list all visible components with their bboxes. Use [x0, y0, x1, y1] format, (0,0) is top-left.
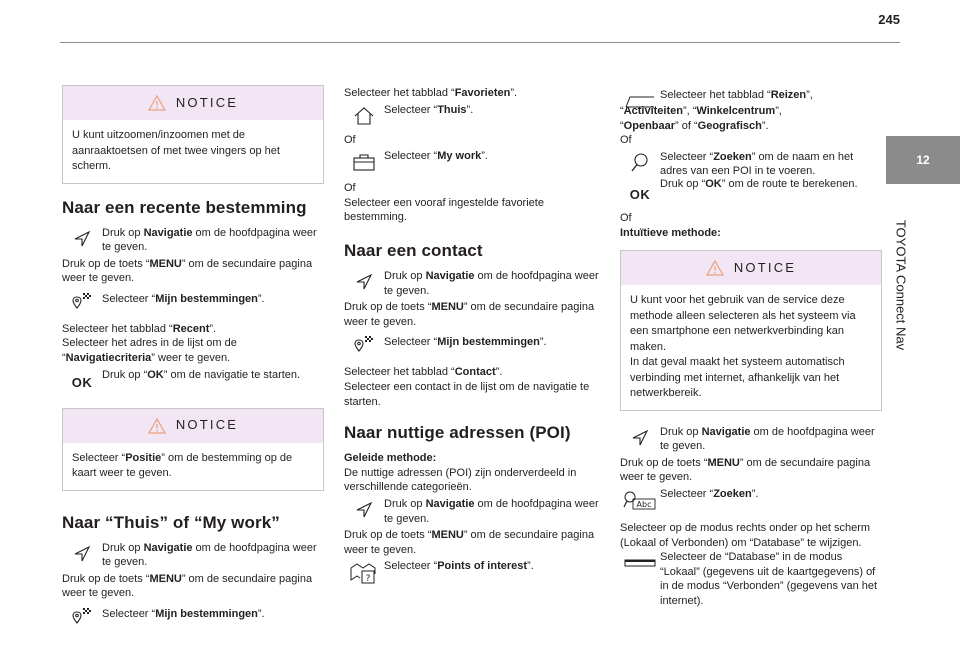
- step-row: Abc Selecteer “Zoeken”.: [620, 487, 882, 513]
- header-rule: [60, 42, 900, 43]
- notice-header: [621, 251, 881, 285]
- search-icon: [630, 152, 650, 174]
- notice-title: NOTICE: [175, 417, 239, 433]
- step-row: Selecteer “My work”.: [344, 149, 606, 175]
- points-of-interest-icon: [349, 560, 379, 584]
- notice-text: U kunt uitzoomen/inzoomen met de aanraaktoetsen of met twee vingers op het scherm.: [72, 129, 280, 172]
- step-row: Selecteer de “Database” in de modus “Lokaal” (gegevens uit de kaartgegevens) of in de modus “Verbonden” (gegevens van het internet).: [620, 550, 882, 608]
- heading-poi: Naar nuttige adressen (POI): [344, 423, 571, 443]
- database-mode-icon: [624, 557, 656, 569]
- warning-triangle-icon: [148, 95, 166, 111]
- column-right: Selecteer het tabblad “Reizen”, “Activiteiten”, “Winkelcentrum”, “Openbaar” of “Geografisch”. Of Selecteer “Zoeken” om de naam en het adres van een POI in te voeren. OK Druk op “OK” om de route te berekenen. Of Intuïtieve methode: NOTICE U kunt voor het gebruik van de service deze methode alleen selecteren als het systeem via een smartphone een netwerkverbinding kan maken. In dat geval maakt het systeem automatisch verbinding met internet, afhankelijk van het netwerkbereik. Druk op Navigatie om de hoofdpagina weer te geven. Druk op de toets “MENU” om de secundaire pagina weer te geven. Abc Selecteer “Zoeken”. Selecteer op de modus rechts onder op het scherm (Lokaal of Verbonden) om “Database” te wijzigen. Selecteer de “Database” in de modus “Lokaal” (gegevens uit de kaartgegevens) of in de modus “Verbonden” (gegevens van het internet).: [620, 86, 882, 611]
- step-row: Druk op Navigatie om de hoofdpagina weer te geven.: [344, 497, 606, 526]
- notice-title: NOTICE: [733, 259, 797, 275]
- step-row: Selecteer het tabblad “Reizen”,: [620, 88, 882, 114]
- step-row: OK Druk op “OK” om de navigatie te starten.: [71, 368, 301, 391]
- heading-recent-destination: Naar een recente bestemming: [62, 197, 307, 217]
- svg-text:Abc: Abc: [636, 500, 652, 510]
- navigation-arrow-icon: [73, 545, 91, 563]
- column-middle: Selecteer het tabblad “Favorieten”. Selecteer “Thuis”. Of Selecteer “My work”. Of Selecteer een vooraf ingestelde favoriete bestemming. Naar een contact Druk op Navigatie om de hoofdpagina weer te geven. Druk op de toets “MENU” om de secundaire pagina weer te geven. Selecteer “Mijn bestemmingen”. Selecteer het tabblad “Contact”. Selecteer een contact in de lijst om de navigatie te starten. Naar nuttige adressen (POI) Geleide methode: De nuttige adressen (POI) zijn onderverdeeld in verschillende categorieën. Druk op Navigatie om de hoofdpagina weer te geven. Druk op de toets “MENU” om de secundaire pagina weer te geven. ? Selecteer “Points of interest”.: [344, 86, 606, 587]
- step-row: ? Selecteer “Points of interest”.: [344, 559, 606, 585]
- notice-box: [620, 250, 882, 411]
- page-number: 245: [878, 12, 900, 27]
- svg-text:?: ?: [365, 574, 371, 585]
- step-row: Druk op Navigatie om de hoofdpagina weer te geven.: [62, 541, 324, 570]
- chapter-title: TOYOTA Connect Nav: [893, 219, 909, 351]
- warning-triangle-icon: [706, 260, 724, 276]
- step-row: Selecteer “Thuis”.: [344, 103, 606, 129]
- heading-contact: Naar een contact: [344, 240, 483, 260]
- step-row: Druk op Navigatie om de hoofdpagina weer te geven.: [344, 269, 606, 298]
- notice-header: [63, 409, 323, 443]
- navigation-arrow-icon: [355, 501, 373, 519]
- notice-header: [63, 86, 323, 120]
- column-left: NOTICE U kunt uitzoomen/inzoomen met de aanraaktoetsen of met twee vingers op het scherm. Naar een recente bestemming Druk op Navigatie om de hoofdpagina weer te geven. Druk op de toets “MENU” om de secundaire pagina weer te geven. Selecteer “Mijn bestemmingen”. Selecteer het tabblad “Recent”. Selecteer het adres in de lijst om de “Navigatiecriteria” weer te geven. OK Druk op “OK” om de navigatie te starten. NOTICE Selecteer “Positie” om de bestemming op de kaart weer te geven. Naar “Thuis” of “My work” Druk op Navigatie om de hoofdpagina weer te geven. Druk op de toets “MENU” om de secundaire pagina weer te geven. Selecteer “Mijn bestemmingen”.: [62, 80, 324, 631]
- navigation-arrow-icon: [73, 230, 91, 248]
- notice-box: [62, 85, 324, 184]
- my-destinations-icon: [71, 291, 93, 311]
- step-row: Selecteer “Mijn bestemmingen”.: [62, 288, 324, 314]
- ok-icon: OK: [71, 375, 93, 391]
- notice-box: [62, 408, 324, 491]
- notice-title: NOTICE: [175, 94, 239, 110]
- step-row: Selecteer “Mijn bestemmingen”.: [62, 603, 324, 629]
- navigation-arrow-icon: [355, 273, 373, 291]
- navigation-arrow-icon: [631, 429, 649, 447]
- step-row: Selecteer “Mijn bestemmingen”.: [344, 331, 606, 357]
- step-row: Druk op Navigatie om de hoofdpagina weer te geven.: [62, 226, 324, 255]
- step-row: Druk op Navigatie om de hoofdpagina weer te geven.: [620, 425, 882, 454]
- work-briefcase-icon: [352, 152, 376, 172]
- warning-triangle-icon: [148, 418, 166, 434]
- step-row: Selecteer “Zoeken” om de naam en het adres van een POI in te voeren.: [620, 150, 882, 179]
- notice-text: U kunt voor het gebruik van de service deze methode alleen selecteren als het systeem via een smartphone een netwerkverbinding kan maken. In dat geval maakt het systeem automatisch verbinding met internet, afhankelijk van het netwerkbereik.: [630, 294, 856, 400]
- heading-home-work: Naar “Thuis” of “My work”: [62, 512, 280, 532]
- step-row: OK Druk op “OK” om de route te berekenen.: [629, 177, 858, 202]
- home-icon: [353, 106, 375, 126]
- search-icon: [623, 490, 657, 510]
- my-destinations-icon: [71, 606, 93, 626]
- notice-text: Selecteer “Positie” om de bestemming op de kaart weer te geven.: [72, 451, 293, 480]
- ok-icon: OK: [629, 186, 651, 202]
- my-destinations-icon: [353, 334, 375, 354]
- chapter-tab: 12: [886, 136, 960, 184]
